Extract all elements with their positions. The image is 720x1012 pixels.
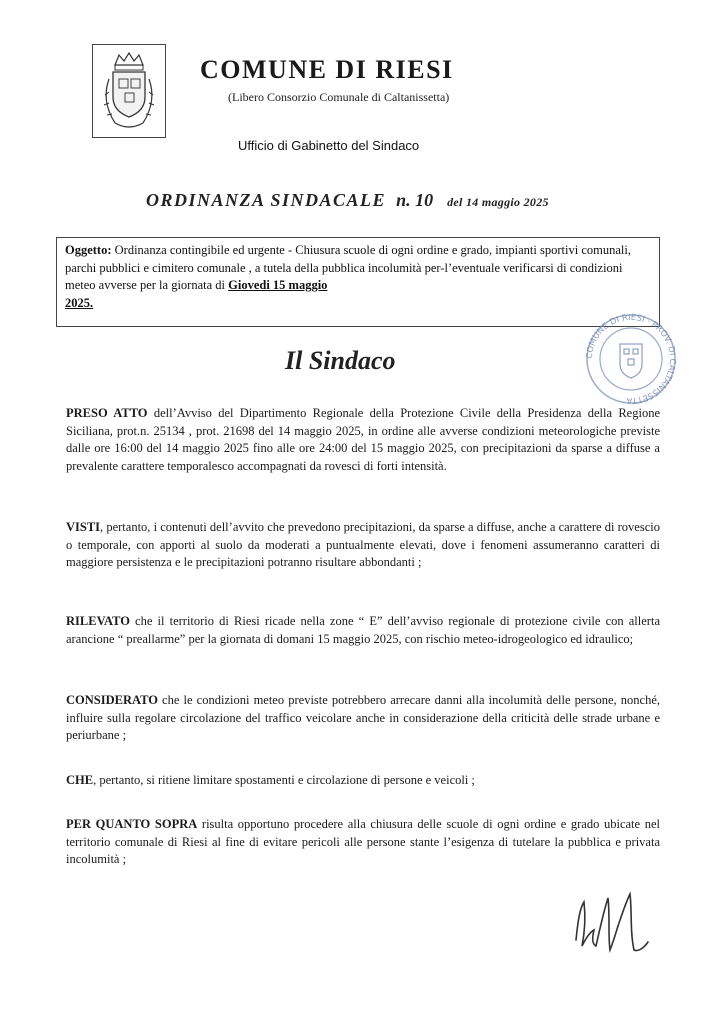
subject-day: Giovedi 15 maggio (228, 278, 328, 292)
paragraph-text: , pertanto, si ritiene limitare spostamenti e circolazione di persone e veicoli ; (93, 773, 475, 787)
municipality-subtitle: (Libero Consorzio Comunale di Caltanissetta) (228, 90, 450, 104)
paragraph-lead: RILEVATO (66, 614, 130, 628)
paragraph-considerato (66, 692, 660, 745)
municipality-title: COMUNE DI RIESI (200, 55, 454, 84)
office-name: Ufficio di Gabinetto del Sindaco (238, 138, 420, 153)
paragraph-preso-atto (66, 405, 660, 475)
paragraph-text: che il territorio di Riesi ricade nella zone “ E” dell’avviso regionale di protezione civile con allerta arancione “ preallarme” per la giornata di domani 15 maggio 2025, con rischio meteo-idrogeologico ed idraulico; (66, 614, 660, 646)
handwritten-initials (566, 880, 662, 966)
paragraph-lead: CONSIDERATO (66, 693, 158, 707)
ordinance-title (146, 190, 549, 211)
section-heading: Il Sindaco (285, 346, 396, 375)
subject-text: Ordinanza contingibile ed urgente - Chiusura scuole di ogni ordine e grado, impianti sportivi comunali, parchi pubblici e cimitero comunale , a tutela della pubblica incolumità per-l’eventuale verificarsi di condizioni meteo avverse per la giornata di (65, 243, 631, 292)
paragraph-visti (66, 519, 660, 572)
coat-of-arms-logo (92, 44, 166, 138)
paragraph-text: , pertanto, i contenuti dell’avvito che prevedono precipitazioni, da sparse a diffuse, anche a carattere di rovescio o temporale, con apporti al suolo da moderati a puntualmente elevati, dove i fenomeni assumeranno caratteri di maggiore persistenza e le precipitazioni potranno risultare abbondanti ; (66, 520, 660, 569)
paragraph-lead: CHE (66, 773, 94, 787)
paragraph-che (66, 772, 660, 790)
ordinance-date: del 14 maggio 2025 (447, 195, 549, 209)
ordinance-number: n. 10 (396, 190, 434, 210)
subject-year: 2025. (65, 295, 94, 310)
paragraph-text: risulta opportuno procedere alla chiusura delle scuole di ogni ordine e grado ubicate nel territorio comunale di Riesi al fine di evitare pericoli alle persone stante l’esigenza di tutelare la pubblica e privata incolumità ; (66, 817, 660, 866)
official-stamp (578, 312, 684, 406)
paragraph-per-quanto-sopra (66, 816, 660, 869)
paragraph-text: dell’Avviso del Dipartimento Regionale della Protezione Civile della Presidenza della Regione Siciliana, prot.n. 25134 , prot. 21698 del 14 maggio 2025, in ordine alle avverse condizioni meteorologiche previste dalle ore 16:00 del 14 maggio 2025 fino alle ore 24:00 del 15 maggio 2025, con precipitazioni da sparse a diffuse a prevalente carattere temporalesco accompagnati da rovesci di forti intensità. (66, 406, 660, 473)
paragraph-lead: PER QUANTO SOPRA (66, 817, 198, 831)
subject-label: Oggetto: (65, 243, 112, 257)
paragraph-lead: VISTI (66, 520, 101, 534)
paragraph-lead: PRESO ATTO (66, 406, 148, 420)
ordinance-label: ORDINANZA SINDACALE (146, 190, 387, 210)
paragraph-text: che le condizioni meteo previste potrebbero arrecare danni alla incolumità delle persone, nonché, influire sulla regolare circolazione del traffico veicolare anche in considerazione della criticità delle strade urbane e periurbane ; (66, 693, 660, 742)
paragraph-rilevato (66, 613, 660, 648)
stamp-text: COMUNE DI RIESI · PROV. DI CALTANISSETTA (584, 312, 678, 406)
subject-box (56, 237, 660, 327)
